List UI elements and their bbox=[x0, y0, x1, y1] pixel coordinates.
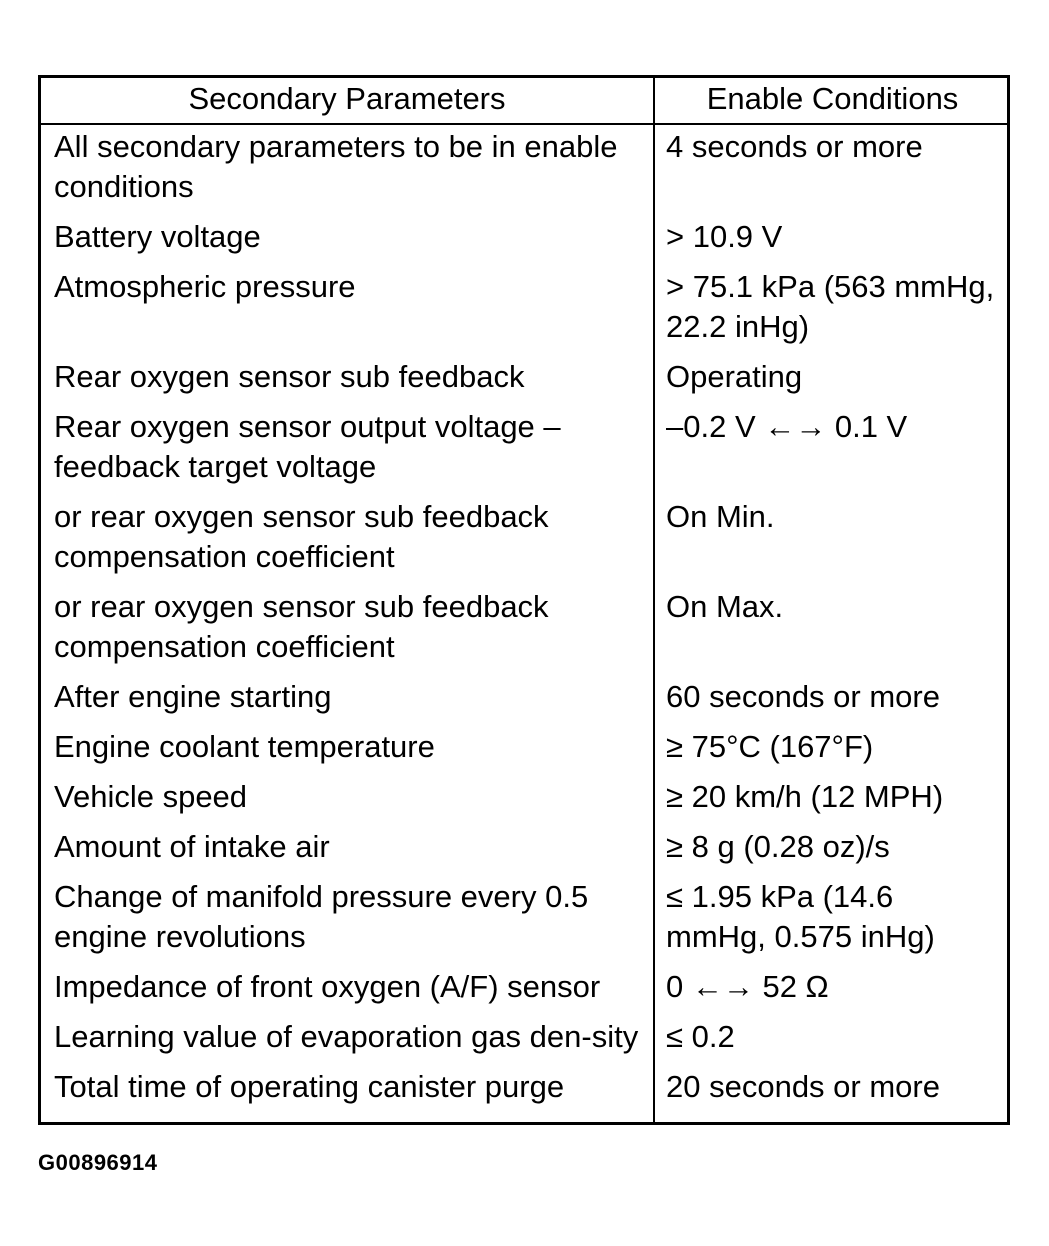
table-row bbox=[41, 405, 1007, 495]
parameter-cell: Impedance of front oxygen (A/F) sensor bbox=[54, 969, 601, 1004]
table-row bbox=[41, 585, 1007, 675]
table-row bbox=[41, 265, 1007, 355]
condition-cell: 20 seconds or more bbox=[666, 1069, 940, 1104]
parameter-cell: or rear oxygen sensor sub feedback compensation coefficient bbox=[54, 499, 549, 574]
condition-cell: 0 ←→ 52 Ω bbox=[666, 969, 829, 1004]
table-body bbox=[41, 125, 1007, 1115]
figure-id: G00896914 bbox=[38, 1150, 158, 1175]
parameter-cell: Vehicle speed bbox=[54, 779, 248, 814]
parameter-cell: Rear oxygen sensor output voltage – feedback target voltage bbox=[54, 409, 561, 484]
condition-cell: On Max. bbox=[666, 589, 784, 624]
header-secondary-parameters: Secondary Parameters bbox=[188, 81, 506, 116]
condition-cell: ≥ 8 g (0.28 oz)/s bbox=[666, 829, 890, 864]
parameter-cell: Rear oxygen sensor sub feedback bbox=[54, 359, 525, 394]
condition-cell: 60 seconds or more bbox=[666, 679, 940, 714]
condition-cell: ≤ 1.95 kPa (14.6 mmHg, 0.575 inHg) bbox=[666, 879, 935, 954]
parameter-cell: After engine starting bbox=[54, 679, 332, 714]
condition-cell: > 75.1 kPa (563 mmHg, 22.2 inHg) bbox=[666, 269, 995, 344]
condition-cell: > 10.9 V bbox=[666, 219, 783, 254]
header-enable-conditions: Enable Conditions bbox=[706, 81, 959, 116]
table-row bbox=[41, 725, 1007, 775]
table-row bbox=[41, 965, 1007, 1015]
table-row bbox=[41, 215, 1007, 265]
parameter-cell: Learning value of evaporation gas den-sity bbox=[54, 1019, 639, 1054]
parameter-cell: Total time of operating canister purge bbox=[54, 1069, 565, 1104]
parameter-cell: All secondary parameters to be in enable conditions bbox=[54, 129, 618, 204]
condition-cell: 4 seconds or more bbox=[666, 129, 923, 164]
table-row bbox=[41, 355, 1007, 405]
parameter-cell: Atmospheric pressure bbox=[54, 269, 356, 304]
table-row bbox=[41, 875, 1007, 965]
enable-conditions-table bbox=[38, 75, 1010, 1125]
condition-cell: On Min. bbox=[666, 499, 775, 534]
parameter-cell: Change of manifold pressure every 0.5 engine revolutions bbox=[54, 879, 589, 954]
condition-cell: ≥ 75°C (167°F) bbox=[666, 729, 874, 764]
table-row bbox=[41, 125, 1007, 215]
table-row bbox=[41, 1065, 1007, 1115]
parameter-cell: Battery voltage bbox=[54, 219, 261, 254]
parameter-cell: Engine coolant temperature bbox=[54, 729, 435, 764]
condition-cell: ≤ 0.2 bbox=[666, 1019, 735, 1054]
condition-cell: ≥ 20 km/h (12 MPH) bbox=[666, 779, 944, 814]
condition-cell: –0.2 V ←→ 0.1 V bbox=[666, 409, 908, 444]
parameter-cell: Amount of intake air bbox=[54, 829, 330, 864]
table-row bbox=[41, 825, 1007, 875]
parameter-cell: or rear oxygen sensor sub feedback compensation coefficient bbox=[54, 589, 549, 664]
table-row bbox=[41, 775, 1007, 825]
table-row bbox=[41, 675, 1007, 725]
table-row bbox=[41, 495, 1007, 585]
condition-cell: Operating bbox=[666, 359, 803, 394]
table-row bbox=[41, 1015, 1007, 1065]
